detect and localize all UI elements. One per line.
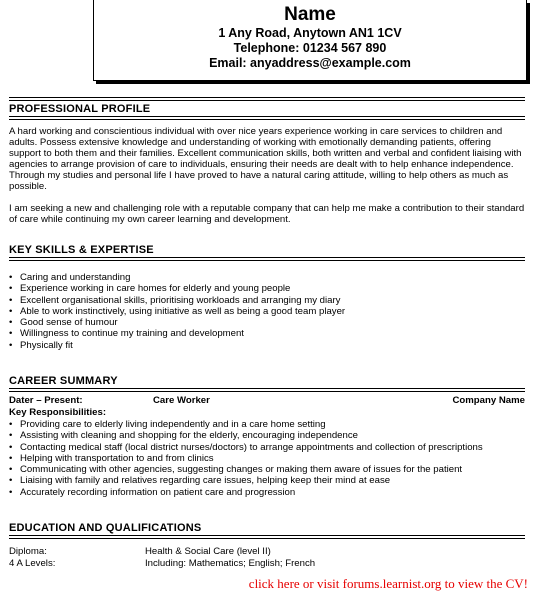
skills-list [9, 272, 525, 351]
profile-paragraph: A hard working and conscientious individual with over nice years experience working in care services to children and adults. Possess extensive knowledge and understanding of working with emotionally demanding patients, offering support to both them and their families. Excellent communication skills, both written and verbal and confident liaising with agencies to arrange provision of care to individuals, ensuring their needs are dealt with to help enhance independence. Through my studies and personal life I have proved to have a natural caring attitude, willing to help others as much as possible. [9, 126, 522, 192]
item-text: Willingness to continue my training and development [20, 328, 244, 340]
list-item [9, 340, 525, 351]
list-item [9, 430, 525, 441]
bullet: • [9, 430, 13, 442]
job-header-row [9, 395, 525, 407]
bullet: • [9, 486, 13, 498]
candidate-name: Name [284, 4, 336, 25]
list-item [9, 328, 525, 339]
email: Email: anyaddress@example.com [209, 56, 411, 70]
bullet: • [9, 339, 13, 351]
section-title: KEY SKILLS & EXPERTISE [9, 244, 154, 256]
address: 1 Any Road, Anytown AN1 1CV [218, 26, 402, 40]
bullet: • [9, 452, 13, 464]
item-text: Communicating with other agencies, suggesting changes or making them aware of issues for the patient [20, 464, 463, 476]
item-text: Helping with transportation to and from clinics [20, 452, 214, 464]
list-item [9, 283, 525, 294]
bullet: • [9, 305, 13, 317]
responsibilities-label: Key Responsibilities: [9, 407, 107, 418]
career-section [9, 375, 525, 498]
skills-section [9, 244, 525, 351]
bullet: • [9, 294, 13, 306]
qualification-label: 4 A Levels: [9, 558, 56, 569]
item-text: Good sense of humour [20, 317, 118, 329]
item-text: Accurately recording information on patient care and progression [20, 486, 296, 498]
view-cv-link[interactable]: click here or visit forums.learnist.org to view the CV! [248, 576, 528, 591]
divider [9, 535, 525, 540]
bullet: • [9, 272, 13, 283]
list-item [9, 295, 525, 306]
bullet: • [9, 328, 13, 340]
list-item [9, 272, 525, 283]
qualification-value: Health & Social Care (level II) [145, 546, 271, 557]
profile-section [9, 103, 525, 225]
bullet: • [9, 475, 13, 487]
divider [9, 388, 525, 393]
item-text: Physically fit [20, 339, 73, 351]
list-item [9, 306, 525, 317]
list-item [9, 442, 525, 453]
list-item [9, 487, 525, 498]
list-item [9, 475, 525, 486]
education-section [9, 522, 525, 570]
divider [9, 116, 525, 121]
list-item [9, 464, 525, 475]
education-row [9, 546, 525, 558]
item-text: Assisting with cleaning and shopping for the elderly, encouraging independence [20, 430, 358, 442]
qualification-label: Diploma: [9, 546, 47, 557]
item-text: Contacting medical staff (local district nurses/doctors) to arrange appointments and collection of prescriptions [20, 441, 483, 453]
divider [9, 97, 525, 102]
header-box [93, 0, 527, 81]
section-title: CAREER SUMMARY [9, 375, 118, 387]
job-role: Care Worker [153, 395, 210, 406]
item-text: Caring and understanding [20, 272, 131, 283]
divider [9, 257, 525, 262]
job-dates: Dater – Present: [9, 395, 83, 406]
bullet: • [9, 317, 13, 329]
list-item [9, 317, 525, 328]
bullet: • [9, 283, 13, 295]
qualification-value: Including: Mathematics; English; French [145, 558, 316, 569]
profile-paragraph: I am seeking a new and challenging role with a reputable company that can help me make a contribution to their standard of care while continuing my own career learning and development. [9, 203, 525, 225]
education-row [9, 558, 525, 570]
bullet: • [9, 441, 13, 453]
section-title: PROFESSIONAL PROFILE [9, 103, 151, 115]
section-title: EDUCATION AND QUALIFICATIONS [9, 522, 202, 534]
bullet: • [9, 464, 13, 476]
item-text: Able to work instinctively, using initiative as well as being a good team player [20, 305, 346, 317]
item-text: Liaising with family and relatives regarding care issues, helping keep their mind at ease [20, 475, 391, 487]
responsibilities-list [9, 419, 525, 498]
list-item [9, 419, 525, 430]
item-text: Excellent organisational skills, prioritising workloads and arranging my diary [20, 294, 341, 306]
telephone: Telephone: 01234 567 890 [233, 41, 387, 55]
item-text: Experience working in care homes for elderly and young people [20, 283, 291, 295]
list-item [9, 453, 525, 464]
company-name: Company Name [452, 395, 525, 406]
item-text: Providing care to elderly living independently and in a care home setting [20, 419, 326, 430]
bullet: • [9, 419, 13, 430]
